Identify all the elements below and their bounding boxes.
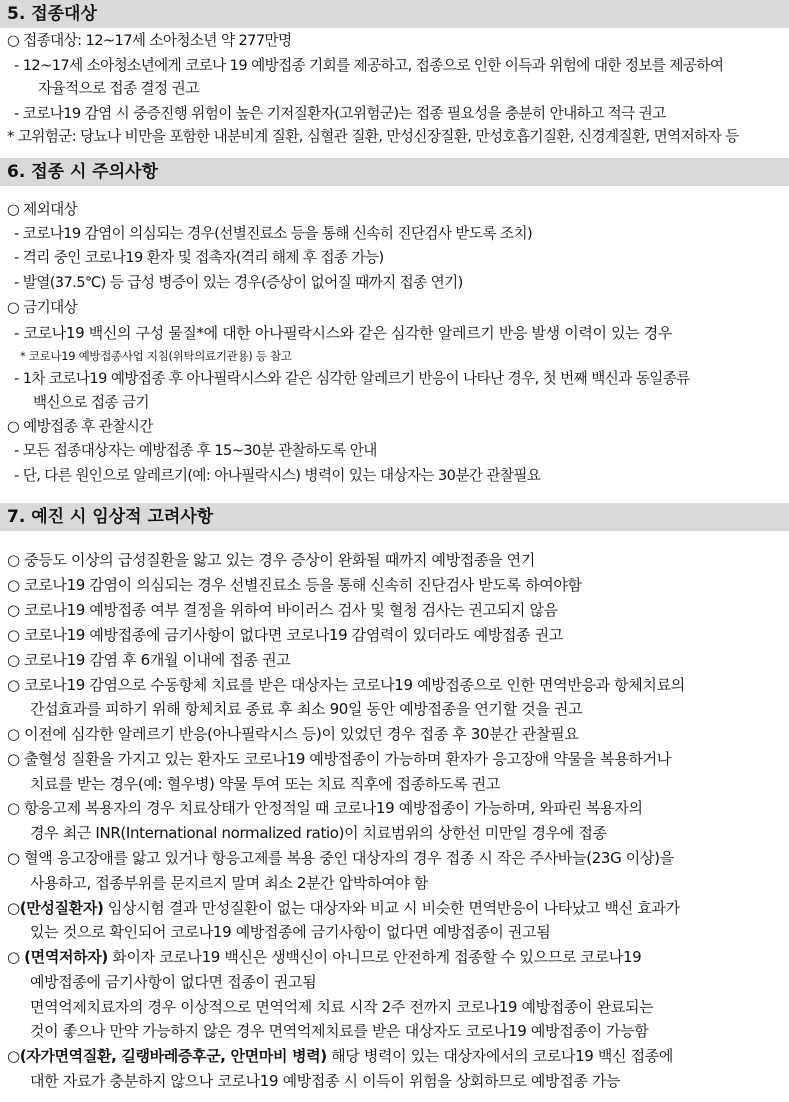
- bullet: ○: [7, 1047, 20, 1065]
- list-item: - 격리 중인 코로나19 환자 및 접촉자(격리 해제 후 접종 가능): [14, 249, 384, 266]
- list-item: ○ 코로나19 예방접종에 금기사항이 없다면 코로나19 감염력이 있더라도 예방접종 권고: [7, 626, 563, 644]
- bullet: ○: [7, 899, 20, 917]
- item-text: 화이자 코로나19 백신은 생백신이 아니므로 안전하게 접종할 수 있으므로 코로나19: [107, 948, 642, 966]
- list-item-continuation: 면역억제치료자의 경우 이상적으로 면역억제 치료 시작 2주 전까지 코로나19 예방접종이 완료되는: [30, 998, 654, 1016]
- bullet: ○: [7, 948, 25, 966]
- list-item: ○ 금기대상: [7, 299, 78, 316]
- list-item: ○ 예방접종 후 관찰시간: [7, 418, 153, 435]
- list-item: [7, 947, 641, 967]
- list-item: - 1차 코로나19 예방접종 후 아나필락시스와 같은 심각한 알레르기 반응이 나타난 경우, 첫 번째 백신과 동일종류: [14, 370, 690, 387]
- footnote: * 코로나19 예방접종사업 지침(위탁의료기관용) 등 참고: [20, 349, 292, 363]
- list-item: ○ 제외대상: [7, 201, 78, 218]
- list-item: - 발열(37.5℃) 등 급성 병증이 있는 경우(증상이 없어질 때까지 접종 연기): [14, 274, 463, 291]
- list-item: ○ 코로나19 감염이 의심되는 경우 선별진료소 등을 통해 신속히 진단검사 받도록 하여야함: [7, 576, 582, 594]
- list-item: ○ 코로나19 감염으로 수동항체 치료를 받은 대상자는 코로나19 예방접종으로 인한 면역반응과 항체치료의: [7, 676, 685, 694]
- footnote: * 고위험군: 당뇨나 비만을 포함한 내분비계 질환, 심혈관 질환, 만성신장질환, 만성호흡기질환, 신경계질환, 면역저하자 등: [7, 128, 739, 145]
- list-item: ○ 코로나19 예방접종 여부 결정을 위하여 바이러스 검사 및 혈청 검사는 권고되지 않음: [7, 601, 558, 619]
- list-item-continuation: 대한 자료가 충분하지 않으나 코로나19 예방접종 시 이득이 위험을 상회하므로 예방접종 가능: [30, 1072, 621, 1090]
- list-item-continuation: 간섭효과를 피하기 위해 항체치료 종료 후 최소 90일 동안 예방접종을 연기할 것을 권고: [30, 700, 583, 718]
- list-item: ○ 항응고제 복용자의 경우 치료상태가 안정적일 때 코로나19 예방접종이 가능하며, 와파린 복용자의: [7, 799, 643, 817]
- list-item: [7, 1046, 673, 1066]
- list-item-continuation: 백신으로 접종 금기: [33, 394, 150, 411]
- item-text: 해당 병력이 있는 대상자에서의 코로나19 백신 접종에: [326, 1047, 674, 1065]
- list-item: - 12~17세 소아청소년에게 코로나 19 예방접종 기회를 제공하고, 접종으로 인한 이득과 위험에 대한 정보를 제공하여: [14, 57, 724, 74]
- list-item: - 단, 다른 원인으로 알레르기(예: 아나필락시스) 병력이 있는 대상자는 30분간 관찰필요: [14, 467, 541, 484]
- section-5-heading: 5. 접종대상: [0, 0, 789, 28]
- list-item-continuation: 치료를 받는 경우(예: 혈우병) 약물 투여 또는 치료 직후에 접종하도록 권고: [30, 775, 500, 793]
- list-item: ○ 출혈성 질환을 가지고 있는 환자도 코로나19 예방접종이 가능하며 환자가 응고장애 약물을 복용하거나: [7, 750, 671, 768]
- list-item: - 코로나19 백신의 구성 물질*에 대한 아나필락시스와 같은 심각한 알레르기 반응 발생 이력이 있는 경우: [14, 324, 673, 342]
- list-item: ○ 이전에 심각한 알레르기 반응(아나필락시스 등)이 있었던 경우 접종 후 30분간 관찰필요: [7, 725, 579, 743]
- section-7-heading: 7. 예진 시 임상적 고려사항: [0, 503, 789, 531]
- list-item-continuation: 경우 최근 INR(International normalized ratio)이 치료범위의 상한선 미만일 경우에 접종: [30, 824, 607, 842]
- list-item-continuation: 자율적으로 접종 결정 권고: [38, 80, 199, 97]
- list-item: - 코로나19 감염이 의심되는 경우(선별진료소 등을 통해 신속히 진단검사 받도록 조치): [14, 225, 533, 242]
- list-item-continuation: 있는 것으로 확인되어 코로나19 예방접종에 금기사항이 없다면 예방접종이 권고됨: [30, 923, 551, 941]
- list-item-continuation: 예방접종에 금기사항이 없다면 접종이 권고됨: [30, 973, 317, 991]
- list-item: ○ 중등도 이상의 급성질환을 앓고 있는 경우 증상이 완화될 때까지 예방접종을 연기: [7, 551, 535, 569]
- list-item: - 모든 접종대상자는 예방접종 후 15~30분 관찰하도록 안내: [14, 442, 377, 459]
- bold-label: (자가면역질환, 길랭바레증후군, 안면마비 병력): [19, 1047, 327, 1065]
- bold-label: (면역저하자): [24, 948, 108, 966]
- list-item-continuation: 사용하고, 접종부위를 문지르지 말며 최소 2분간 압박하여야 함: [30, 874, 429, 892]
- section-6-heading: 6. 접종 시 주의사항: [0, 158, 789, 186]
- list-item: ○ 접종대상: 12~17세 소아청소년 약 277만명: [7, 32, 292, 49]
- bold-label: (만성질환자): [19, 899, 104, 917]
- list-item: ○ 혈액 응고장애를 앓고 있거나 항응고제를 복용 중인 대상자의 경우 접종 시 작은 주사바늘(23G 이상)을: [7, 849, 674, 867]
- list-item: ○ 코로나19 감염 후 6개월 이내에 접종 권고: [7, 651, 291, 669]
- item-text: 임상시험 결과 만성질환이 없는 대상자와 비교 시 비슷한 면역반응이 나타났고 백신 효과가: [103, 899, 680, 917]
- list-item: - 코로나19 감염 시 중증진행 위험이 높은 기저질환자(고위험군)는 접종 필요성을 충분히 안내하고 적극 권고: [14, 105, 666, 122]
- list-item-continuation: 것이 좋으나 만약 가능하지 않은 경우 면역억제치료를 받은 대상자도 코로나19 예방접종이 가능함: [30, 1022, 649, 1040]
- list-item: [7, 898, 680, 918]
